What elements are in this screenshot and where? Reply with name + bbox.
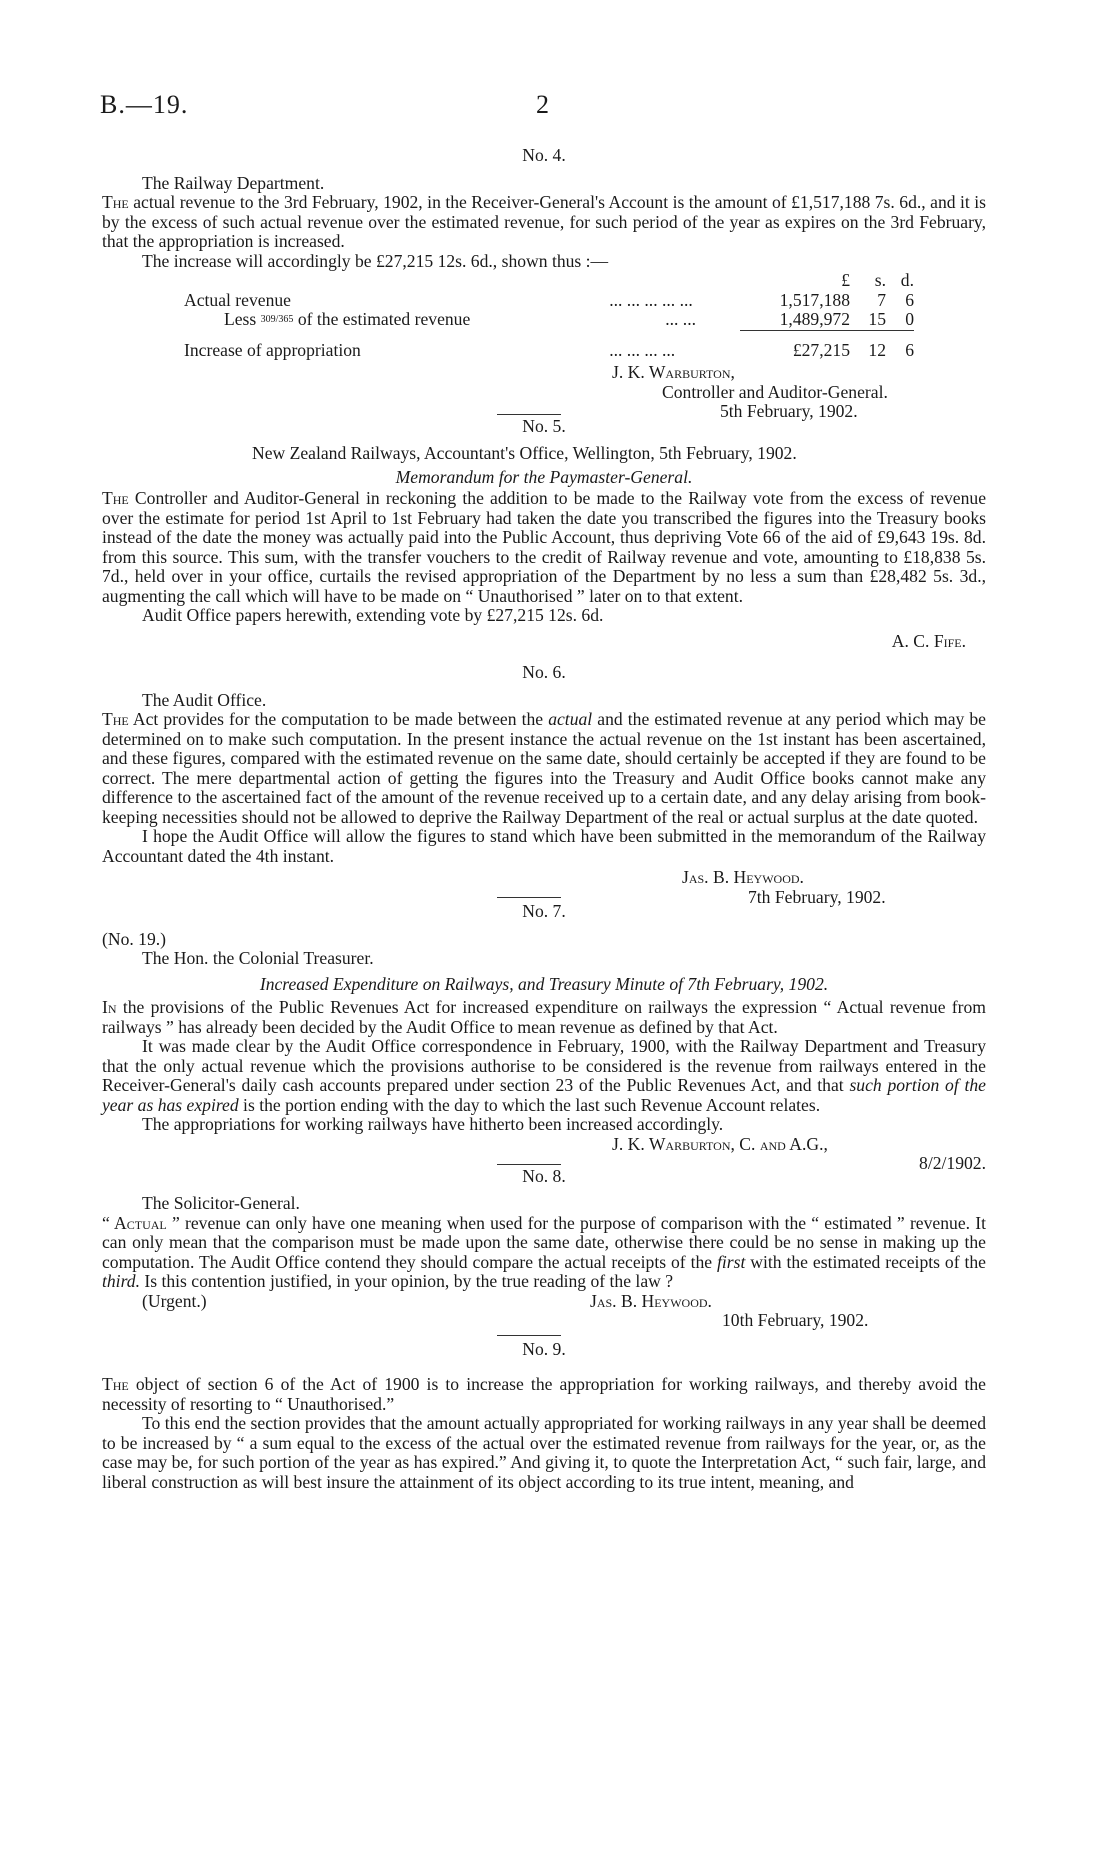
paragraph-no5-1 bbox=[102, 489, 986, 606]
addressee-no8: The Solicitor-General. bbox=[142, 1193, 300, 1213]
section-title-no7: No. 7. bbox=[522, 901, 566, 921]
paragraph-no7-1 bbox=[102, 998, 986, 1037]
paragraph-no5-2: Audit Office papers herewith, extending vote by £27,215 12s. 6d. bbox=[142, 605, 604, 625]
signatory: A. C. Fife. bbox=[891, 630, 966, 651]
subject-text: Increased Expenditure on Railways, and Treasury Minute of 7th February, 1902. bbox=[259, 973, 829, 994]
pence-value: 6 bbox=[905, 289, 914, 310]
paragraph-text: Controller and Auditor-General in reckoning the addition to be made to the Railway vote from the excess of revenue over the estimate for period 1st April to 1st February had taken the date you transcribed the figures into the Treasury books instead of the date the money was actually paid into the Public Account, thus depriving Vote 66 of the aid of £9,643 19s. 8d. from this source. This sum, with the transfer vouchers to the credit of Railway revenue and vote, amounting to £18,838 5s. 7d., held over in your office, curtails the revised appropriation of the Department by no less a sum than £28,482 5s. 3d., augmenting the call which will have to be made on “ Unauthorised ” later on to that extent. bbox=[102, 488, 986, 606]
paragraph-no6-1 bbox=[102, 710, 986, 827]
section-divider bbox=[497, 897, 561, 898]
section-divider bbox=[497, 414, 561, 415]
leader-dots: ... ... bbox=[665, 309, 696, 330]
signature-date: 5th February, 1902. bbox=[720, 401, 858, 421]
section-divider bbox=[497, 1164, 561, 1165]
total-label: Increase of appropriation bbox=[184, 339, 361, 360]
memo-text: Memorandum for the Paymaster-General. bbox=[395, 466, 693, 487]
document-body bbox=[102, 142, 986, 1492]
label-text: Less bbox=[224, 309, 261, 330]
paragraph-no8-1 bbox=[102, 1214, 986, 1292]
pounds-value: 1,517,188 bbox=[779, 289, 850, 310]
signatory: J. K. Warburton, C. and A.G., bbox=[612, 1133, 828, 1154]
emphasis: actual bbox=[548, 709, 593, 729]
paragraph-text: with the estimated receipts of the bbox=[745, 1251, 986, 1272]
emphasis: third. bbox=[102, 1271, 140, 1291]
pence-header: d. bbox=[900, 270, 914, 290]
lead-word: The bbox=[102, 709, 129, 729]
table-rule-row bbox=[184, 330, 914, 341]
lead-word: The bbox=[102, 192, 129, 212]
addressee-no4: The Railway Department. bbox=[142, 172, 325, 193]
shillings-value: 7 bbox=[877, 289, 886, 310]
section-title-no4: No. 4. bbox=[522, 145, 566, 165]
leader-dots: ... ... ... ... ... bbox=[609, 289, 693, 310]
total-rule bbox=[740, 330, 914, 341]
paragraph-text: is the portion ending with the day to which the last such Revenue Account relates. bbox=[238, 1094, 821, 1115]
paragraph-no4-2: The increase will accordingly be £27,215 12s. 6d., shown thus :— bbox=[142, 250, 609, 271]
signature-name-no7 bbox=[102, 1135, 986, 1155]
paragraph-no7-3: The appropriations for working railways have hitherto been increased accordingly. bbox=[142, 1114, 724, 1134]
signatory: J. K. Warburton, bbox=[612, 362, 735, 382]
signature-name bbox=[102, 363, 986, 383]
reference-no7: (No. 19.) bbox=[102, 928, 167, 949]
signature-title: Controller and Auditor-General. bbox=[662, 381, 888, 402]
label-text: of the estimated revenue bbox=[293, 309, 471, 330]
signature-date-no7: 8/2/1902. bbox=[919, 1153, 986, 1173]
shillings-header: s. bbox=[874, 270, 886, 290]
table-row bbox=[184, 291, 914, 311]
table-row bbox=[184, 310, 914, 330]
signature-name-no6 bbox=[102, 868, 986, 888]
paragraph-text: Act provides for the computation to be made between the bbox=[128, 709, 549, 729]
paragraph-text: actual revenue to the 3rd February, 1902, in the Receiver-General's Account is the amount of £1,517,188 7s. 6d., and it is by the excess of such actual revenue over the estimated revenue, for such period of the year as expires on the 3rd February, that the appropriation is increased. bbox=[102, 192, 986, 251]
document-reference: B.—19. bbox=[100, 90, 189, 119]
shillings-value: 15 bbox=[868, 309, 886, 329]
paragraph-no9-1 bbox=[102, 1375, 986, 1414]
signatory: Jas. B. Heywood. bbox=[682, 867, 804, 887]
paragraph-text: Is this contention justified, in your opinion, by the true reading of the law ? bbox=[139, 1271, 674, 1291]
signature-date-no8: 10th February, 1902. bbox=[722, 1310, 869, 1330]
signatory: Jas. B. Heywood. bbox=[590, 1290, 712, 1311]
urgent-line bbox=[102, 1292, 986, 1312]
table-header-row bbox=[184, 271, 914, 291]
section-title-no8: No. 8. bbox=[522, 1165, 566, 1186]
section-title-no9: No. 9. bbox=[522, 1338, 566, 1359]
signature-date-no6: 7th February, 1902. bbox=[748, 886, 886, 907]
pence-value: 6 bbox=[905, 339, 914, 360]
section-title-no5: No. 5. bbox=[522, 415, 566, 436]
pounds-value: £27,215 bbox=[792, 339, 850, 360]
lead-word: The bbox=[102, 488, 129, 508]
addressee-no7: The Hon. the Colonial Treasurer. bbox=[142, 948, 374, 968]
lead-word: “ Actual bbox=[102, 1212, 167, 1233]
leader-dots: ... ... ... ... bbox=[609, 339, 676, 360]
emphasis: first bbox=[717, 1251, 746, 1272]
paragraph-text: the provisions of the Public Revenues Act for increased expenditure on railways the expression “ Actual revenue from railways ” has already been decided by the Audit Office to mean revenue as defined by that Act. bbox=[102, 997, 986, 1037]
paragraph-text: ” revenue can only have one meaning when used for the purpose of comparison with the “ estimated ” revenue. It can only mean that the comparison must be made upon the same date, otherwise there could be no sense in making up the computation. The Audit Office contend they should compare the actual receipts of the bbox=[102, 1212, 986, 1272]
row-label: Actual revenue bbox=[184, 289, 291, 310]
pence-value: 0 bbox=[905, 309, 914, 329]
shillings-value: 12 bbox=[868, 339, 886, 360]
emphasis: such portion of the year as has expired bbox=[102, 1075, 986, 1115]
signature-no5 bbox=[102, 632, 986, 652]
paragraph-no6-2: I hope the Audit Office will allow the figures to stand which have been submitted in the memorandum of the Railway Accountant dated the 4th instant. bbox=[102, 826, 986, 866]
paragraph-no9-2: To this end the section provides that the amount actually appropriated for working railways in any year shall be deemed to be increased by “ a sum equal to the excess of the actual over the estimated revenue from railways for the year, or, as the case may be, for such portion of the year as has expired.” And giving it, to quote the Interpretation Act, “ such fair, large, and liberal construction as will best insure the attainment of its object according to its true intent, meaning, and bbox=[102, 1413, 986, 1492]
memo-heading bbox=[102, 468, 986, 488]
urgent-note: (Urgent.) bbox=[142, 1290, 207, 1311]
fraction: 309/365 bbox=[260, 314, 294, 326]
lead-word: In bbox=[102, 997, 117, 1017]
section-title-no6: No. 6. bbox=[522, 662, 566, 682]
addressee-no6: The Audit Office. bbox=[142, 689, 267, 710]
table-total-row bbox=[184, 341, 914, 361]
section-divider bbox=[497, 1335, 561, 1336]
subject-no7 bbox=[102, 975, 986, 995]
pounds-value: 1,489,972 bbox=[779, 309, 850, 329]
dateline-no5: New Zealand Railways, Accountant's Office, Wellington, 5th February, 1902. bbox=[252, 443, 797, 463]
appropriation-table bbox=[184, 271, 914, 360]
row-label bbox=[184, 310, 595, 330]
paragraph-text: and the estimated revenue at any period which may be determined on to make such computation. In the present instance the actual revenue on the 1st instant has been ascertained, and these figures, compared with the estimated revenue on the same date, should certainly be accepted if they are found to be correct. The mere departmental action of getting the figures into the Treasury and Audit Office books cannot make any difference to the ascertained fact of the amount of the revenue received up to a certain date, and any delay arising from book-keeping necessities should not be allowed to deprive the Railway Department of the real or actual surplus at the date quoted. bbox=[102, 709, 986, 827]
pounds-header: £ bbox=[841, 270, 850, 290]
paragraph-text: It was made clear by the Audit Office correspondence in February, 1900, with the Railway Department and Treasury that the only actual revenue which the provisions authorise to be considered is the revenue from railways entered in the Receiver-General's daily cash accounts prepared under section 23 of the Public Revenues Act, and that bbox=[102, 1036, 986, 1095]
paragraph-text: object of section 6 of the Act of 1900 is to increase the appropriation for working railways, and thereby avoid the necessity of resorting to “ Unauthorised.” bbox=[102, 1374, 986, 1414]
paragraph-no7-2 bbox=[102, 1037, 986, 1115]
paragraph-no4-1 bbox=[102, 193, 986, 252]
lead-word: The bbox=[102, 1374, 129, 1394]
page-number: 2 bbox=[536, 90, 549, 119]
